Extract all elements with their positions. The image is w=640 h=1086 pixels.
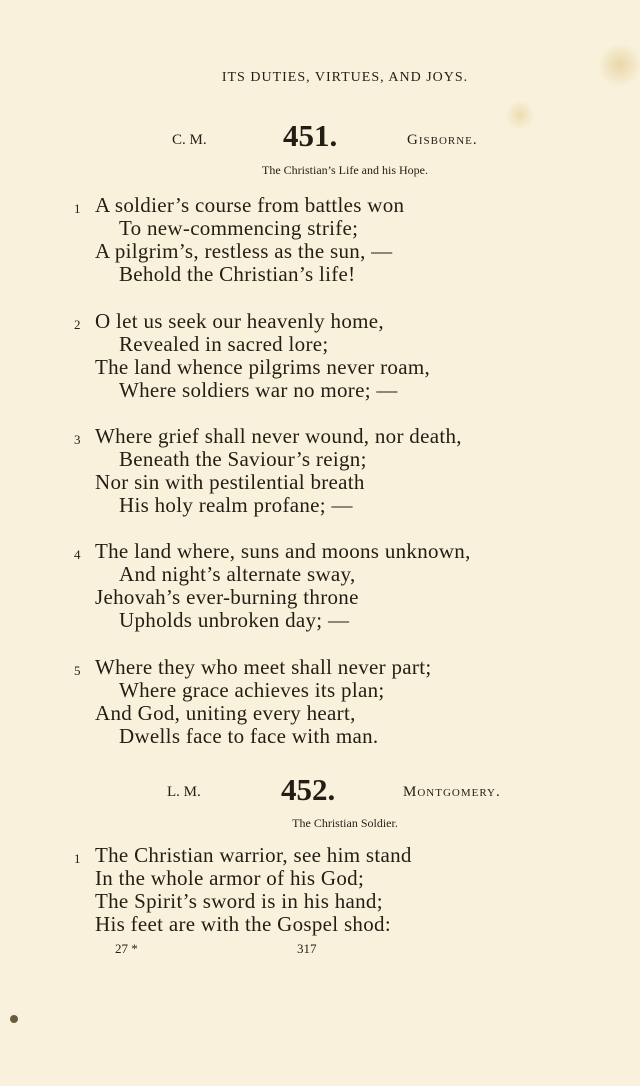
verse-line: O let us seek our heavenly home, <box>95 309 384 333</box>
hymn-meter: L. M. <box>167 784 201 800</box>
verse-line: And God, uniting every heart, <box>95 701 356 725</box>
verse-line: To new-commencing strife; <box>119 216 359 240</box>
stanza-number: 5 <box>74 663 81 678</box>
stanza-number: 1 <box>74 201 81 216</box>
verse-line: A pilgrim’s, restless as the sun, — <box>95 239 393 263</box>
hymn-header-452 <box>0 772 640 812</box>
stanza-number: 1 <box>74 851 81 866</box>
stanza-number: 3 <box>74 432 81 447</box>
hymn-meter: C. M. <box>172 132 207 148</box>
hymn-number: 451. <box>283 118 338 153</box>
verse-line: Behold the Christian’s life! <box>119 262 356 286</box>
running-head: ITS DUTIES, VIRTUES, AND JOYS. <box>221 70 469 85</box>
verse-line: And night’s alternate sway, <box>119 562 356 586</box>
verse-line: In the whole armor of his God; <box>95 866 365 890</box>
verse-line: Where grief shall never wound, nor death, <box>95 424 462 448</box>
verse-line: A soldier’s course from battles won <box>95 193 405 217</box>
verse-line: Revealed in sacred lore; <box>119 332 329 356</box>
verse-line: The Spirit’s sword is in his hand; <box>95 889 383 913</box>
verse-line: Where soldiers war no more; — <box>119 378 398 402</box>
hymn-tune: Montgomery. <box>403 784 501 800</box>
verse-line: Where they who meet shall never part; <box>95 655 432 679</box>
verse-line: His feet are with the Gospel shod: <box>95 912 391 936</box>
verse-line: Nor sin with pestilential breath <box>95 470 365 494</box>
hymn-subtitle: The Christian Soldier. <box>292 816 398 830</box>
paper-stain <box>10 1015 18 1023</box>
verse-line: Jehovah’s ever-burning throne <box>95 585 359 609</box>
hymn-tune: Gisborne. <box>407 132 478 148</box>
signature-mark: 27 * <box>115 941 138 956</box>
hymn-header-451 <box>0 118 640 158</box>
stanza-number: 4 <box>74 547 81 562</box>
verse-line: His holy realm profane; — <box>119 493 353 517</box>
verse-line: Where grace achieves its plan; <box>119 678 385 702</box>
verse-line: The Christian warrior, see him stand <box>95 843 412 867</box>
verse-line: The land whence pilgrims never roam, <box>95 355 431 379</box>
hymn-number: 452. <box>281 772 336 807</box>
verse-line: The land where, suns and moons unknown, <box>95 539 471 563</box>
verse-line: Upholds unbroken day; — <box>119 608 350 632</box>
stanza-number: 2 <box>74 317 81 332</box>
hymn-subtitle: The Christian’s Life and his Hope. <box>262 163 428 177</box>
page-number: 317 <box>297 941 317 956</box>
verse-line: Dwells face to face with man. <box>119 724 379 748</box>
verse-line: Beneath the Saviour’s reign; <box>119 447 367 471</box>
